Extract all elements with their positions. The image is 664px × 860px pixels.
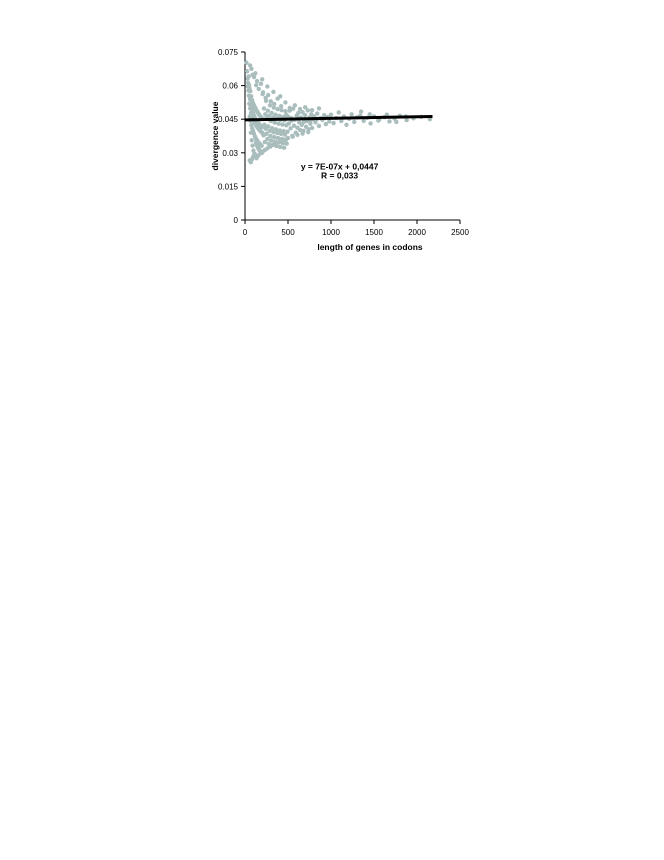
data-point [306, 130, 310, 134]
data-point [274, 127, 278, 131]
data-point [250, 157, 254, 161]
data-point [261, 90, 265, 94]
data-point [269, 138, 273, 142]
data-point [254, 83, 258, 87]
data-point [269, 111, 273, 115]
x-tick-label: 2000 [408, 228, 426, 237]
data-point [268, 134, 272, 138]
data-point [344, 123, 348, 127]
data-point [265, 84, 269, 88]
trendline-equation-annotation: y = 7E-07x + 0,0447 [300, 161, 379, 172]
chart-figure [0, 0, 664, 300]
data-point [296, 111, 300, 115]
data-point [282, 145, 286, 149]
data-point [295, 133, 299, 137]
data-points-layer [244, 61, 432, 165]
data-point [300, 131, 304, 135]
data-point [262, 106, 266, 110]
x-tick-label: 2500 [451, 228, 469, 237]
data-point [310, 108, 314, 112]
data-point [359, 109, 363, 113]
x-tick-label: 0 [242, 228, 248, 237]
data-point [317, 124, 321, 128]
data-point [270, 126, 274, 130]
data-point [376, 118, 380, 122]
data-point [257, 87, 261, 91]
data-point [337, 110, 341, 114]
data-point [272, 135, 276, 139]
data-point [368, 112, 372, 116]
data-point [285, 141, 289, 145]
data-point [271, 90, 275, 94]
data-point [249, 94, 253, 98]
data-point [387, 119, 391, 123]
data-point [275, 107, 279, 111]
data-point [284, 113, 288, 117]
data-point [288, 106, 292, 110]
x-axis-ticks [243, 220, 470, 237]
data-point [302, 120, 306, 124]
data-point [266, 108, 270, 112]
data-point [368, 121, 372, 125]
data-point [288, 126, 292, 130]
data-point [250, 138, 254, 142]
data-point [263, 112, 267, 116]
correlation-annotation: R = 0,033 [321, 170, 359, 181]
data-point [246, 74, 250, 78]
x-tick-label: 500 [281, 228, 295, 237]
data-point [278, 145, 282, 149]
y-axis-ticks [218, 48, 245, 225]
data-point [279, 108, 283, 112]
y-tick-label: 0.075 [217, 48, 238, 57]
data-point [303, 113, 307, 117]
y-axis-title: divergence value [210, 101, 220, 171]
x-tick-label: 1500 [365, 228, 383, 237]
data-point [315, 111, 319, 115]
data-point [331, 121, 335, 125]
data-point [272, 102, 276, 106]
data-point [349, 112, 353, 116]
data-point [255, 79, 259, 83]
data-point [317, 106, 321, 110]
data-point [266, 93, 270, 97]
data-point [272, 120, 276, 124]
data-point [249, 67, 253, 71]
data-point [250, 143, 254, 147]
data-point [259, 144, 263, 148]
data-point [277, 114, 281, 118]
data-point [303, 105, 307, 109]
data-point [310, 126, 314, 130]
data-point [262, 123, 266, 127]
data-point [252, 75, 256, 79]
data-point [286, 136, 290, 140]
x-tick-label: 1000 [322, 228, 340, 237]
data-point [266, 124, 270, 128]
data-point [279, 104, 283, 108]
data-point [248, 89, 252, 93]
y-tick-label: 0.015 [217, 182, 238, 192]
data-point [245, 69, 249, 73]
data-point [276, 121, 280, 125]
data-point [268, 103, 272, 107]
y-tick-label: 0.03 [222, 148, 238, 158]
data-point [324, 122, 328, 126]
data-point [282, 138, 286, 142]
data-point [244, 61, 248, 65]
data-point [260, 77, 264, 81]
data-point [273, 113, 277, 117]
data-point [291, 134, 295, 138]
data-point [283, 100, 287, 104]
data-point [269, 99, 273, 103]
data-point [259, 82, 263, 86]
data-point [329, 113, 333, 117]
data-point [298, 107, 302, 111]
data-point [278, 139, 282, 143]
x-axis-title: length of genes in codons [317, 242, 423, 252]
data-point [394, 120, 398, 124]
y-tick-label: 0.06 [222, 81, 238, 91]
data-point [278, 94, 282, 98]
data-point [280, 122, 284, 126]
data-point [352, 120, 356, 124]
data-point [327, 119, 331, 123]
scatter-plot [0, 0, 664, 300]
y-tick-label: 0.045 [217, 115, 238, 125]
data-point [285, 130, 289, 134]
data-point [293, 103, 297, 107]
y-tick-label: 0 [233, 216, 238, 225]
